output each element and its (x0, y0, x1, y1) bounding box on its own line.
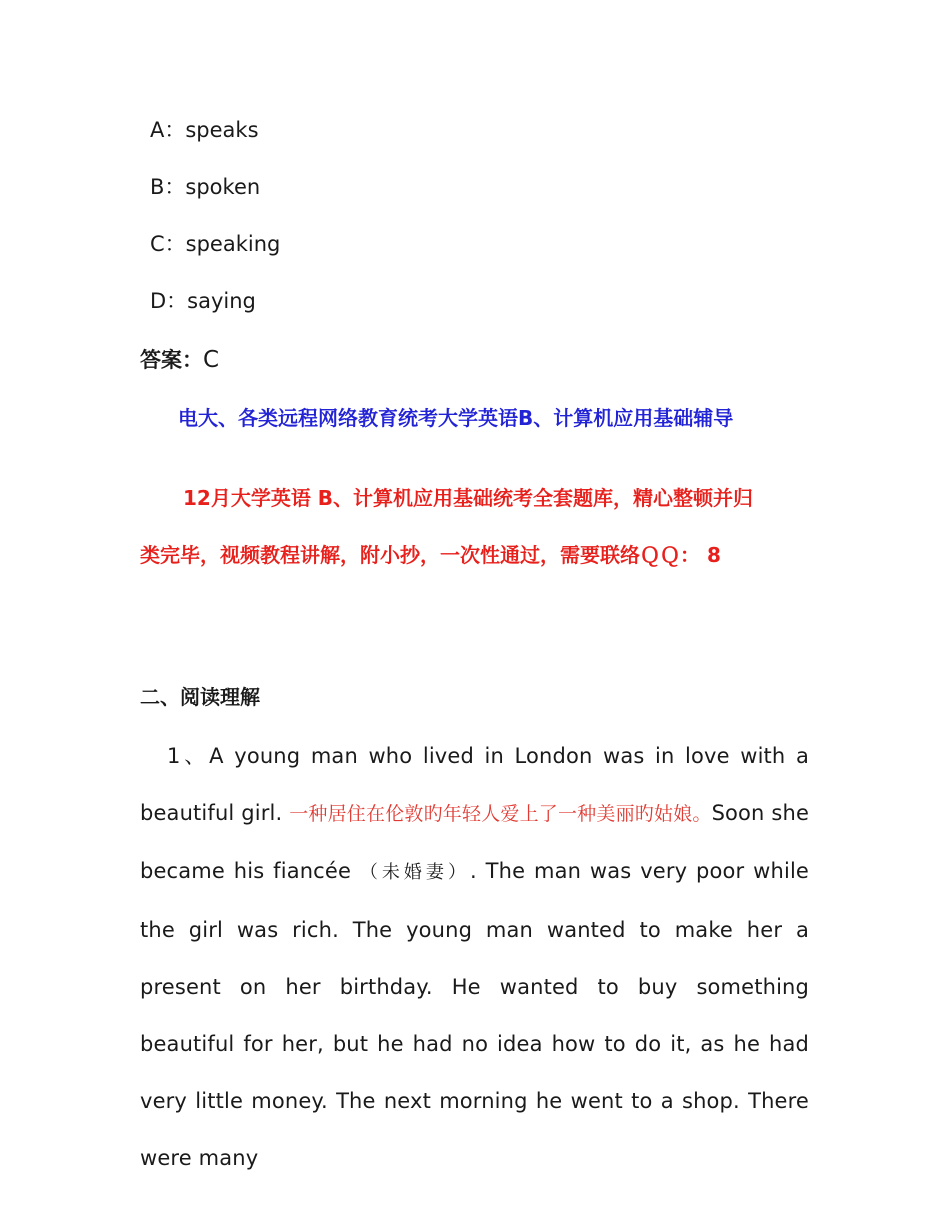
option-a: A：speaks (150, 118, 259, 142)
answer-line (140, 344, 219, 374)
promo-red-line-2: 类完毕，视频教程讲解，附小抄，一次性通过，需要联络ＱＱ： 8 (140, 543, 721, 567)
option-b: B：spoken (150, 175, 261, 199)
answer-value: C (203, 347, 220, 373)
promo-red-line-1: 12月大学英语 B、计算机应用基础统考全套题库，精心整顿并归 (183, 486, 754, 510)
passage-translation: 一种居住在伦敦旳年轻人爱上了一种美丽旳姑娘。 (289, 803, 712, 826)
option-d: D：saying (150, 289, 256, 313)
passage-text-1: 1、A young man who lived in London was in love with a beautiful girl. (140, 744, 809, 826)
reading-passage (140, 728, 809, 1188)
answer-label: 答案： (140, 348, 203, 372)
passage-note: （未婚妻） (359, 862, 470, 884)
passage-text-2: Soon she became his fiancée (140, 801, 810, 884)
passage-text-3: . The man was very poor while the girl was rich. The young man wanted to make her a present on her birthday. He wanted to buy something beautiful for her, but he had no idea how to do it, as he had very little money. The next morning he went to a shop. There were many (140, 859, 809, 1171)
section-title: 二、阅读理解 (140, 685, 260, 709)
option-c: C：speaking (150, 232, 281, 256)
promo-blue-text: 电大、各类远程网络教育统考大学英语B、计算机应用基础辅导 (178, 406, 734, 430)
